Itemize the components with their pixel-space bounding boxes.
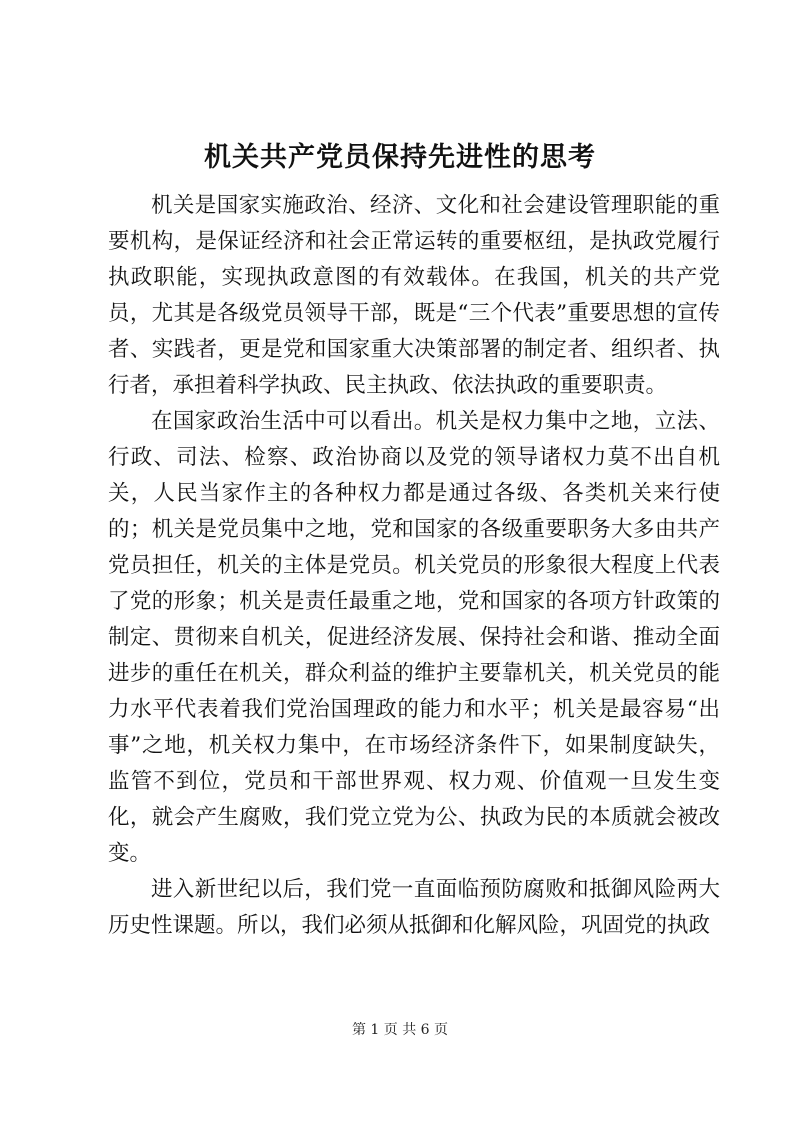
document-body	[108, 188, 720, 944]
page-footer: 第 1 页 共 6 页	[351, 1022, 449, 1038]
paragraph-3: 进入新世纪以后，我们党一直面临预防腐败和抵御风险两大历史性课题。所以，我们必须从抵御和化解风险，巩固党的执政	[108, 877, 720, 938]
paragraph-2: 在国家政治生活中可以看出。机关是权力集中之地，立法、行政、司法、检察、政治协商以及党的领导诸权力莫不出自机关，人民当家作主的各种权力都是通过各级、各类机关来行使的；机关是党员集中之地，党和国家的各级重要职务大多由共产党员担任，机关的主体是党员。机关党员的形象很大程度上代表了党的形象；机关是责任最重之地，党和国家的各项方针政策的制定、贯彻来自机关，促进经济发展、保持社会和谐、推动全面进步的重任在机关，群众利益的维护主要靠机关，机关党员的能力水平代表着我们党治国理政的能力和水平；机关是最容易“出事”之地，机关权力集中，在市场经济条件下，如果制度缺失，监管不到位，党员和干部世界观、权力观、价值观一旦发生变化，就会产生腐败，我们党立党为公、执政为民的本质就会被改变。	[108, 409, 720, 866]
document-title: 机关共产党员保持先进性的思考	[204, 142, 596, 173]
paragraph-1: 机关是国家实施政治、经济、文化和社会建设管理职能的重要机构，是保证经济和社会正常运转的重要枢纽，是执政党履行执政职能，实现执政意图的有效载体。在我国，机关的共产党员，尤其是各级党员领导干部，既是“三个代表”重要思想的宣传者、实践者，更是党和国家重大决策部署的制定者、组织者、执行者，承担着科学执政、民主执政、依法执政的重要职责。	[108, 193, 720, 398]
